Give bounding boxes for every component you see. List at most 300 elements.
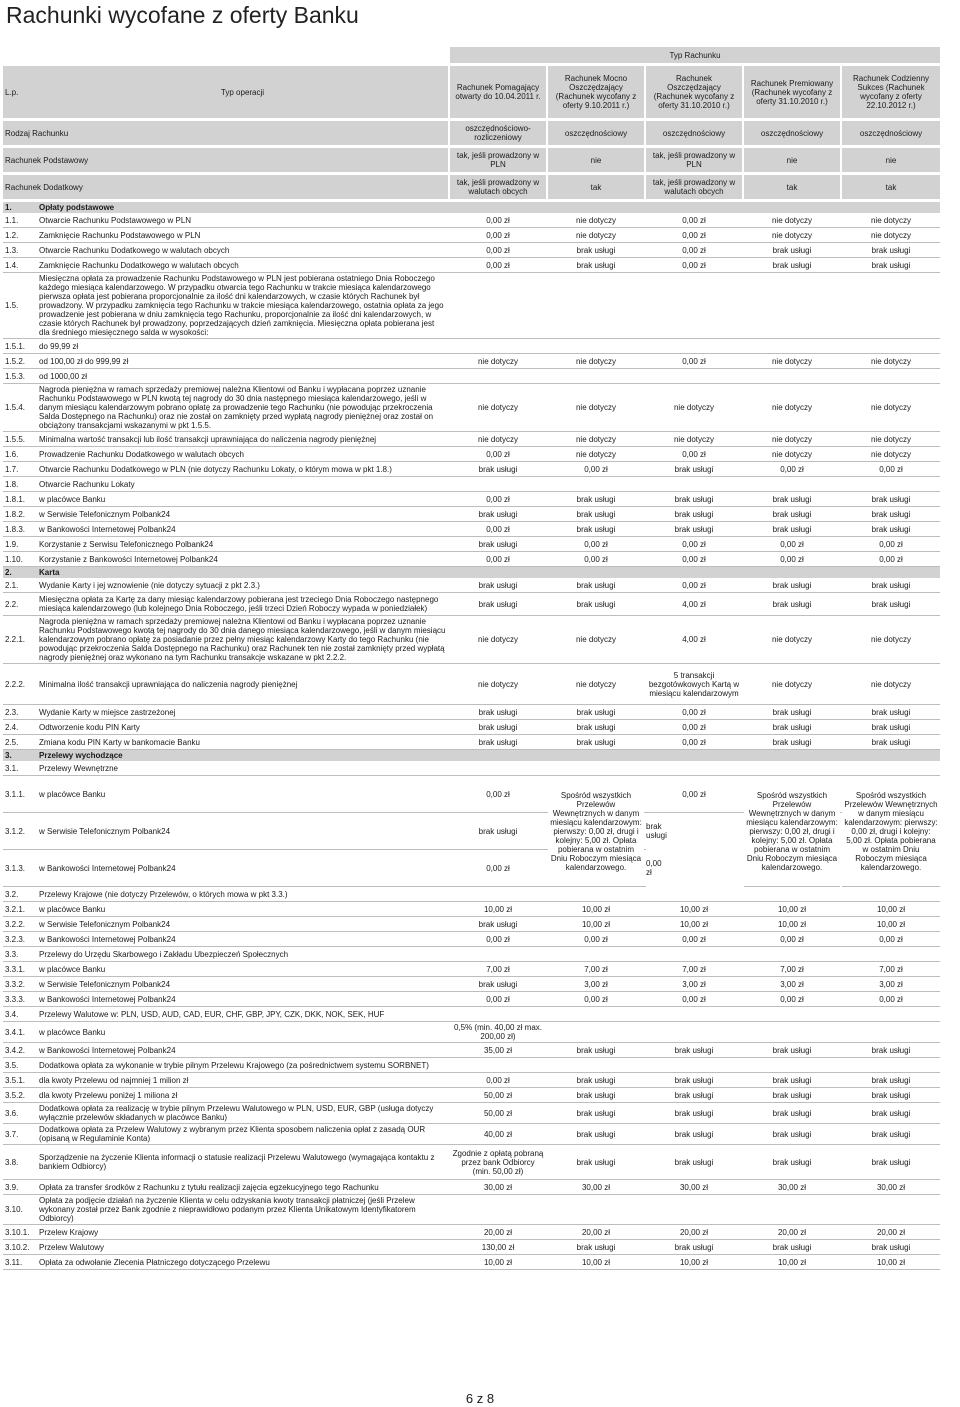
- row-operation: dla kwoty Przelewu od najmniej 1 milion zł: [37, 1073, 448, 1088]
- row-value: brak usługi: [450, 578, 546, 593]
- row-number: 3.7.: [3, 1124, 37, 1145]
- row-value: brak usługi: [548, 258, 644, 273]
- row-value: 4,00 zł: [646, 593, 742, 616]
- row-value: [744, 369, 840, 384]
- row-operation: w Bankowości Internetowej Polbank24: [37, 850, 448, 887]
- row-value: 35,00 zł: [450, 1043, 546, 1058]
- section-number: 3.: [3, 750, 37, 762]
- table-row: [3, 735, 940, 750]
- row-value: [646, 761, 742, 776]
- table-row: [3, 947, 940, 962]
- header-account-2: Rachunek Mocno Oszczędzający (Rachunek wycofany z oferty 9.10.2011 r.): [548, 66, 644, 118]
- row-number: 1.5.5.: [3, 432, 37, 447]
- row-value: [548, 761, 644, 776]
- row-value: [548, 887, 644, 902]
- row-value: [744, 339, 840, 354]
- row-value: brak usługi: [842, 1124, 940, 1145]
- row-value: [450, 369, 546, 384]
- table-row: [3, 552, 940, 567]
- row-number: 1.9.: [3, 537, 37, 552]
- row-value: 0,00 zł: [842, 462, 940, 477]
- row-operation: Przelewy do Urzędu Skarbowego i Zakładu Ubezpieczeń Społecznych: [37, 947, 448, 962]
- row-value: brak usługi: [744, 1103, 840, 1124]
- table-row: [3, 339, 940, 354]
- row-value: 0,00 zł: [744, 992, 840, 1007]
- row-value: nie dotyczy: [744, 384, 840, 432]
- row-value: [450, 273, 546, 339]
- row-value: 10,00 zł: [646, 1255, 742, 1270]
- row-value: 0,00 zł: [450, 492, 546, 507]
- row-value: brak usługi: [842, 735, 940, 750]
- row-operation: Opłata za podjęcie działań na życzenie Klienta w celu odzyskania kwoty transakcji płatniczej (jeśli Przelew wykonany został przez Bank zgodnie z nieprawidłowo podanym przez Klienta Unikatowym Identyfikatorem Odbiorcy): [37, 1195, 448, 1225]
- row-value: brak usługi: [548, 522, 644, 537]
- row-value: 0,00 zł: [744, 537, 840, 552]
- row-value: brak usługi: [744, 258, 840, 273]
- column-spacer: [546, 813, 548, 850]
- row-value: 3,00 zł: [548, 977, 644, 992]
- row-value: brak usługi: [842, 492, 940, 507]
- table-row: [3, 537, 940, 552]
- row-value: 10,00 zł: [450, 1255, 546, 1270]
- row-value: 0,00 zł: [646, 992, 742, 1007]
- row-number: 1.8.: [3, 477, 37, 492]
- header-info-value: oszczędnościowy: [548, 121, 644, 145]
- row-number: 2.1.: [3, 578, 37, 593]
- row-value: [842, 477, 940, 492]
- row-value: 10,00 zł: [842, 1255, 940, 1270]
- row-value: brak usługi: [646, 1103, 742, 1124]
- row-value: [744, 477, 840, 492]
- row-operation: Zmiana kodu PIN Karty w bankomacie Banku: [37, 735, 448, 750]
- table-row: [3, 1103, 940, 1124]
- row-value: 0,00 zł: [646, 776, 742, 813]
- row-number: 3.5.2.: [3, 1088, 37, 1103]
- row-number: 3.6.: [3, 1103, 37, 1124]
- row-operation: Przelewy Krajowe (nie dotyczy Przelewów, o których mowa w pkt 3.3.): [37, 887, 448, 902]
- row-value: nie dotyczy: [548, 228, 644, 243]
- row-value: 10,00 zł: [646, 917, 742, 932]
- row-value: nie dotyczy: [646, 432, 742, 447]
- table-row: [3, 1088, 940, 1103]
- row-value: [842, 887, 940, 902]
- row-value: 10,00 zł: [548, 1255, 644, 1270]
- row-value: brak usługi: [548, 1073, 644, 1088]
- header-account-4: Rachunek Premiowany (Rachunek wycofany z oferty 31.10.2010 r.): [744, 66, 840, 118]
- row-value: brak usługi: [842, 593, 940, 616]
- row-value: nie dotyczy: [744, 354, 840, 369]
- row-operation: Odtworzenie kodu PIN Karty: [37, 720, 448, 735]
- row-value: 0,00 zł: [646, 735, 742, 750]
- row-operation: Wydanie Karty i jej wznowienie (nie dotyczy sytuacji z pkt 2.3.): [37, 578, 448, 593]
- row-number: 2.2.: [3, 593, 37, 616]
- internal-transfer-fee-note: Spośród wszystkich Przelewów Wewnętrznych w danym miesiącu kalendarzowym: pierwszy: 0,00 zł, drugi i kolejny: 5,00 zł. Opłata pobierana w ostatnim Dniu Roboczym miesiąca kalendarzowego.: [548, 776, 644, 887]
- row-value: 0,00 zł: [842, 537, 940, 552]
- row-value: brak usługi: [744, 507, 840, 522]
- row-number: 3.2.1.: [3, 902, 37, 917]
- table-row: [3, 761, 940, 776]
- row-operation: dla kwoty Przelewu poniżej 1 miliona zł: [37, 1088, 448, 1103]
- row-number: 3.3.2.: [3, 977, 37, 992]
- row-value: 40,00 zł: [450, 1124, 546, 1145]
- row-value: brak usługi: [744, 1124, 840, 1145]
- row-value: 0,00 zł: [450, 552, 546, 567]
- row-value: 30,00 zł: [646, 1180, 742, 1195]
- row-value: nie dotyczy: [842, 664, 940, 705]
- row-value: [646, 947, 742, 962]
- header-info-row: [3, 148, 940, 172]
- header-info-value: nie: [842, 148, 940, 172]
- table-row: [3, 354, 940, 369]
- row-value: brak usługi: [548, 1103, 644, 1124]
- header-info-value: tak: [744, 175, 840, 199]
- row-number: 3.3.1.: [3, 962, 37, 977]
- row-operation: Opłata za odwołanie Zlecenia Płatniczego dotyczącego Przelewu: [37, 1255, 448, 1270]
- row-value: [744, 273, 840, 339]
- row-number: 1.7.: [3, 462, 37, 477]
- row-value: [842, 1195, 940, 1225]
- row-number: 1.5.3.: [3, 369, 37, 384]
- row-value: [842, 339, 940, 354]
- row-number: 3.1.3.: [3, 850, 37, 887]
- row-value: 0,00 zł: [450, 1073, 546, 1088]
- row-value: 10,00 zł: [842, 902, 940, 917]
- row-number: 3.4.2.: [3, 1043, 37, 1058]
- row-operation: Przelew Krajowy: [37, 1225, 448, 1240]
- header-info-value: oszczędnościowy: [646, 121, 742, 145]
- row-value: [646, 1058, 742, 1073]
- row-value: brak usługi: [744, 492, 840, 507]
- row-value: [450, 339, 546, 354]
- row-value: [744, 1022, 840, 1043]
- row-value: 0,00 zł: [548, 537, 644, 552]
- row-value: brak usługi: [744, 593, 840, 616]
- row-value: [646, 1007, 742, 1022]
- table-row: [3, 887, 940, 902]
- row-operation: Opłata za transfer środków z Rachunku z tytułu realizacji zajęcia egzekucyjnego tego Rachunku: [37, 1180, 448, 1195]
- row-value: brak usługi: [548, 1145, 644, 1180]
- row-value: brak usługi: [548, 1043, 644, 1058]
- row-operation: od 100,00 zł do 999,99 zł: [37, 354, 448, 369]
- row-value: brak usługi: [450, 977, 546, 992]
- row-value: [842, 1007, 940, 1022]
- row-number: 3.2.: [3, 887, 37, 902]
- row-value: Zgodnie z opłatą pobraną przez bank Odbiorcy (min. 50,00 zł): [450, 1145, 546, 1180]
- row-number: 3.1.: [3, 761, 37, 776]
- row-number: 3.4.: [3, 1007, 37, 1022]
- row-value: brak usługi: [548, 578, 644, 593]
- row-operation: Korzystanie z Bankowości Internetowej Polbank24: [37, 552, 448, 567]
- row-value: [744, 947, 840, 962]
- row-operation: w Bankowości Internetowej Polbank24: [37, 992, 448, 1007]
- row-value: 50,00 zł: [450, 1088, 546, 1103]
- header-info-label: Rodzaj Rachunku: [3, 121, 448, 145]
- row-value: 0,00 zł: [450, 447, 546, 462]
- row-value: brak usługi: [744, 1240, 840, 1255]
- header-info-row: [3, 175, 940, 199]
- row-value: [450, 1195, 546, 1225]
- row-value: brak usługi: [842, 258, 940, 273]
- row-number: 2.2.1.: [3, 616, 37, 664]
- page-title: Rachunki wycofane z oferty Banku: [6, 2, 359, 28]
- section-number: 2.: [3, 567, 37, 579]
- row-value: nie dotyczy: [548, 213, 644, 228]
- table-row: [3, 664, 940, 705]
- page-number: 6 z 8: [465, 1391, 495, 1406]
- header-info-value: oszczędnościowy: [842, 121, 940, 145]
- row-value: nie dotyczy: [450, 432, 546, 447]
- row-value: brak usługi: [450, 593, 546, 616]
- row-value: 0,00 zł: [646, 447, 742, 462]
- row-value: brak usługi: [450, 537, 546, 552]
- table-row: [3, 1022, 940, 1043]
- row-value: brak usługi: [744, 578, 840, 593]
- row-value: 10,00 zł: [744, 917, 840, 932]
- row-value: brak usługi: [744, 1043, 840, 1058]
- row-operation: w placówce Banku: [37, 492, 448, 507]
- row-operation: Prowadzenie Rachunku Dodatkowego w walutach obcych: [37, 447, 448, 462]
- table-row: [3, 902, 940, 917]
- row-operation: Otwarcie Rachunku Dodatkowego w PLN (nie dotyczy Rachunku Lokaty, o którym mowa w pkt 1.8.): [37, 462, 448, 477]
- row-value: [646, 339, 742, 354]
- row-value: nie dotyczy: [450, 616, 546, 664]
- row-number: 3.5.1.: [3, 1073, 37, 1088]
- header-info-value: tak, jeśli prowadzony w PLN: [646, 148, 742, 172]
- header-info-value: tak: [548, 175, 644, 199]
- row-operation: Dodatkowa opłata za Przelew Walutowy z wybranym przez Klienta sposobem naliczenia opłat z zasadą OUR (opisaną w Regulaminie Konta): [37, 1124, 448, 1145]
- row-value: 0,5% (min. 40,00 zł max. 200,00 zł): [450, 1022, 546, 1043]
- internal-transfer-fee-note: Spośród wszystkich Przelewów Wewnętrznych w danym miesiącu kalendarzowym: pierwszy: 0,00 zł, drugi i kolejny: 5,00 zł. Opłata pobierana w ostatnim Dniu Roboczym miesiąca kalendarzowego.: [842, 776, 940, 887]
- row-value: brak usługi: [646, 1073, 742, 1088]
- header-info-value: oszczędnościowy: [744, 121, 840, 145]
- row-number: 2.5.: [3, 735, 37, 750]
- row-value: 0,00 zł: [548, 462, 644, 477]
- row-value: brak usługi: [842, 243, 940, 258]
- section-title: Karta: [37, 567, 940, 579]
- row-value: 0,00 zł: [450, 776, 546, 813]
- row-value: 10,00 zł: [450, 902, 546, 917]
- row-value: [842, 761, 940, 776]
- row-value: brak usługi: [744, 522, 840, 537]
- section-number: 1.: [3, 202, 37, 213]
- row-value: brak usługi: [744, 243, 840, 258]
- row-number: 3.2.2.: [3, 917, 37, 932]
- row-value: nie dotyczy: [548, 354, 644, 369]
- row-operation: w Serwisie Telefonicznym Polbank24: [37, 813, 448, 850]
- row-operation: w Serwisie Telefonicznym Polbank24: [37, 977, 448, 992]
- row-value: brak usługi: [842, 578, 940, 593]
- table-row: [3, 462, 940, 477]
- row-number: 3.2.3.: [3, 932, 37, 947]
- row-operation: w placówce Banku: [37, 962, 448, 977]
- row-operation: Minimalna ilość transakcji uprawniająca do naliczenia nagrody pieniężnej: [37, 664, 448, 705]
- row-value: [450, 887, 546, 902]
- row-value: brak usługi: [744, 1145, 840, 1180]
- fee-table: [3, 47, 940, 1270]
- table-row: [3, 213, 940, 228]
- table-row: [3, 705, 940, 720]
- header-info-label: Rachunek Podstawowy: [3, 148, 448, 172]
- row-value: [548, 1058, 644, 1073]
- row-value: nie dotyczy: [450, 354, 546, 369]
- row-value: 0,00 zł: [450, 932, 546, 947]
- header-info-value: tak, jeśli prowadzony w PLN: [450, 148, 546, 172]
- row-number: 1.8.2.: [3, 507, 37, 522]
- section-title: Opłaty podstawowe: [37, 202, 940, 213]
- row-number: 2.3.: [3, 705, 37, 720]
- row-value: brak usługi: [548, 720, 644, 735]
- row-number: 1.8.1.: [3, 492, 37, 507]
- row-value: brak usługi: [644, 813, 646, 850]
- row-value: 0,00 zł: [744, 932, 840, 947]
- row-value: brak usługi: [450, 507, 546, 522]
- row-value: 30,00 zł: [842, 1180, 940, 1195]
- row-value: 0,00 zł: [646, 537, 742, 552]
- table-row: [3, 447, 940, 462]
- row-value: 0,00 zł: [450, 850, 546, 887]
- row-value: [646, 477, 742, 492]
- row-number: 3.11.: [3, 1255, 37, 1270]
- row-value: [450, 947, 546, 962]
- table-row: [3, 228, 940, 243]
- row-value: 7,00 zł: [450, 962, 546, 977]
- row-operation: w Bankowości Internetowej Polbank24: [37, 1043, 448, 1058]
- row-value: 0,00 zł: [646, 354, 742, 369]
- row-number: 3.9.: [3, 1180, 37, 1195]
- row-value: 0,00 zł: [450, 213, 546, 228]
- row-value: 7,00 zł: [646, 962, 742, 977]
- row-number: 1.5.1.: [3, 339, 37, 354]
- row-number: 3.8.: [3, 1145, 37, 1180]
- table-row: [3, 593, 940, 616]
- row-value: 4,00 zł: [646, 616, 742, 664]
- row-operation: Zamknięcie Rachunku Dodatkowego w walutach obcych: [37, 258, 448, 273]
- table-row: [3, 917, 940, 932]
- row-value: brak usługi: [548, 705, 644, 720]
- row-value: brak usługi: [450, 917, 546, 932]
- row-value: 30,00 zł: [450, 1180, 546, 1195]
- row-number: 3.3.: [3, 947, 37, 962]
- table-row: [3, 578, 940, 593]
- row-value: [646, 1195, 742, 1225]
- row-operation: Przelewy Wewnętrzne: [37, 761, 448, 776]
- row-operation: Zamknięcie Rachunku Podstawowego w PLN: [37, 228, 448, 243]
- row-value: brak usługi: [548, 1240, 644, 1255]
- table-row: [3, 1043, 940, 1058]
- header-info-value: nie: [744, 148, 840, 172]
- row-value: 10,00 zł: [842, 917, 940, 932]
- row-value: nie dotyczy: [450, 384, 546, 432]
- row-number: 1.10.: [3, 552, 37, 567]
- row-value: brak usługi: [842, 1145, 940, 1180]
- table-row: [3, 1073, 940, 1088]
- table-row: [3, 243, 940, 258]
- row-value: 3,00 zł: [842, 977, 940, 992]
- row-value: 30,00 zł: [744, 1180, 840, 1195]
- row-operation: Miesięczna opłata za Kartę za dany miesiąc kalendarzowy pobierana jest trzeciego Dnia Roboczego następnego miesiąca kalendarzowego (lub kolejnego Dnia Roboczego, jeśli trzeci Dzień Roboczy wypada w poniedziałek): [37, 593, 448, 616]
- row-operation: od 1000,00 zł: [37, 369, 448, 384]
- row-operation: Dodatkowa opłata za wykonanie w trybie pilnym Przelewu Krajowego (za pośrednictwem systemu SORBNET): [37, 1058, 448, 1073]
- table-row: [3, 492, 940, 507]
- row-value: [842, 947, 940, 962]
- row-value: brak usługi: [744, 1073, 840, 1088]
- row-value: 0,00 zł: [646, 578, 742, 593]
- row-value: brak usługi: [646, 462, 742, 477]
- row-value: [548, 477, 644, 492]
- row-value: [450, 761, 546, 776]
- table-row: [3, 477, 940, 492]
- row-value: 0,00 zł: [646, 552, 742, 567]
- row-value: brak usługi: [842, 720, 940, 735]
- row-operation: w placówce Banku: [37, 776, 448, 813]
- table-row: [3, 1124, 940, 1145]
- row-value: 0,00 zł: [644, 850, 646, 887]
- row-value: 20,00 zł: [450, 1225, 546, 1240]
- row-value: 5 transakcji bezgotówkowych Kartą w miesiącu kalendarzowym: [646, 664, 742, 705]
- row-value: 0,00 zł: [646, 705, 742, 720]
- row-value: nie dotyczy: [744, 213, 840, 228]
- row-number: 1.2.: [3, 228, 37, 243]
- header-info-row: [3, 121, 940, 145]
- row-value: 20,00 zł: [842, 1225, 940, 1240]
- row-number: 3.4.1.: [3, 1022, 37, 1043]
- row-value: brak usługi: [450, 813, 546, 850]
- row-value: brak usługi: [744, 1088, 840, 1103]
- row-value: [646, 1022, 742, 1043]
- row-value: 50,00 zł: [450, 1103, 546, 1124]
- row-value: brak usługi: [842, 1088, 940, 1103]
- row-operation: Przelewy Walutowe w: PLN, USD, AUD, CAD, EUR, CHF, GBP, JPY, CZK, DKK, NOK, SEK, HUF: [37, 1007, 448, 1022]
- row-value: 0,00 zł: [450, 992, 546, 1007]
- row-operation: Minimalna wartość transakcji lub ilość transakcji uprawniająca do naliczenia nagrody pieniężnej: [37, 432, 448, 447]
- table-row: [3, 992, 940, 1007]
- row-value: 0,00 zł: [842, 932, 940, 947]
- row-value: [842, 1058, 940, 1073]
- row-value: [744, 1195, 840, 1225]
- row-value: brak usługi: [548, 492, 644, 507]
- row-number: 1.1.: [3, 213, 37, 228]
- row-value: nie dotyczy: [548, 447, 644, 462]
- row-number: 3.10.: [3, 1195, 37, 1225]
- row-value: 0,00 zł: [646, 258, 742, 273]
- row-operation: w Serwisie Telefonicznym Polbank24: [37, 507, 448, 522]
- row-value: 10,00 zł: [548, 917, 644, 932]
- header-account-1: Rachunek Pomagający otwarty do 10.04.2011 r.: [450, 66, 546, 118]
- section-title: Przelewy wychodzące: [37, 750, 940, 762]
- row-value: 0,00 zł: [548, 932, 644, 947]
- row-value: brak usługi: [548, 1088, 644, 1103]
- row-value: [842, 1022, 940, 1043]
- row-number: 3.10.1.: [3, 1225, 37, 1240]
- table-row: [3, 1007, 940, 1022]
- table-row: [3, 1180, 940, 1195]
- row-value: nie dotyczy: [842, 354, 940, 369]
- row-value: 0,00 zł: [548, 992, 644, 1007]
- row-operation: Otwarcie Rachunku Lokaty: [37, 477, 448, 492]
- table-row: [3, 384, 940, 432]
- table-row: [3, 932, 940, 947]
- row-value: [744, 1007, 840, 1022]
- row-value: 7,00 zł: [744, 962, 840, 977]
- row-value: [450, 1007, 546, 1022]
- table-row: [3, 962, 940, 977]
- table-row: [3, 522, 940, 537]
- row-value: 10,00 zł: [548, 902, 644, 917]
- row-value: [842, 273, 940, 339]
- row-value: nie dotyczy: [842, 432, 940, 447]
- row-value: [646, 887, 742, 902]
- row-value: 10,00 zł: [744, 902, 840, 917]
- row-value: brak usługi: [548, 735, 644, 750]
